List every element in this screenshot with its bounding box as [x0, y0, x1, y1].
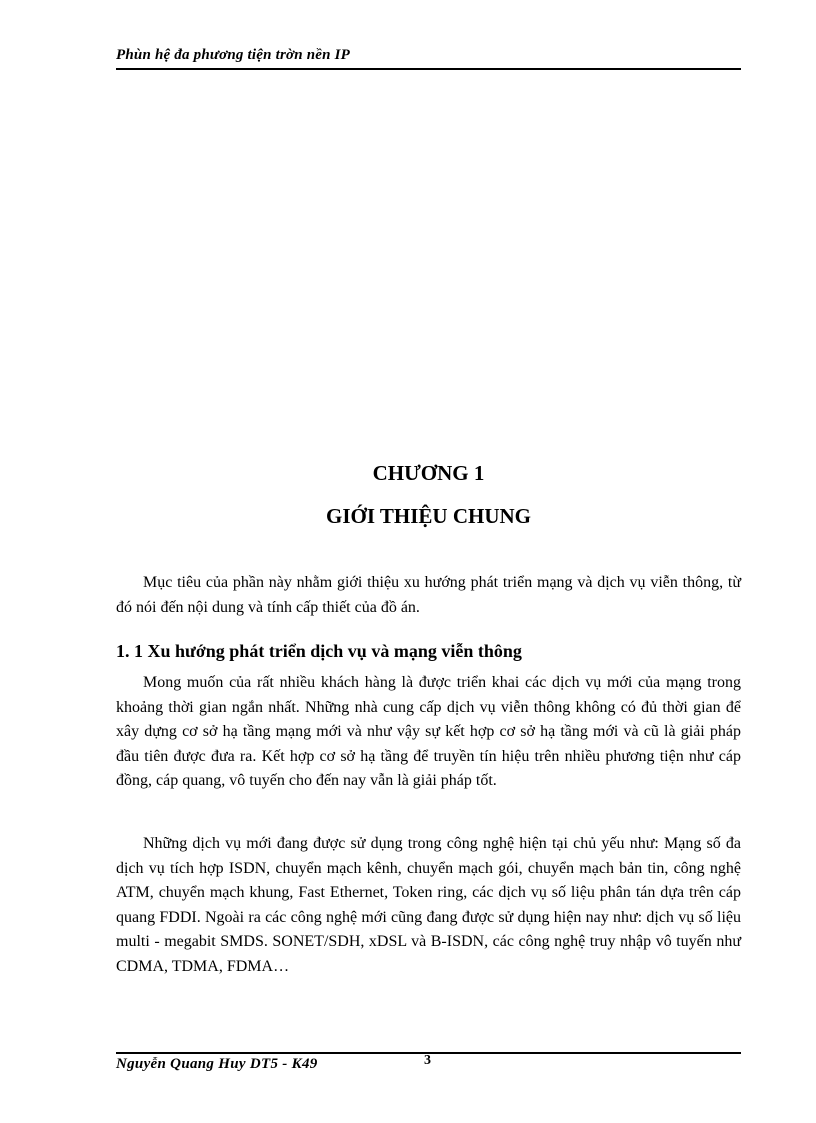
chapter-number: CHƯƠNG 1 [372, 461, 485, 485]
body-paragraph: Những dịch vụ mới đang được sử dụng trong công nghệ hiện tại chủ yếu như: Mạng số đa dịch vụ tích hợp ISDN, chuyển mạch kênh, chuyển mạch gói, chuyển mạch bản tin, công nghệ ATM, chuyển mạch khung, Fast Ethernet, Token ring, các dịch vụ số liệu phân tán dựa trên cáp quang FDDI. Ngoài ra các công nghệ mới cũng đang được sử dụng hiện nay như: dịch vụ số liệu multi - megabit SMDS. SONET/SDH, xDSL và B-ISDN, các công nghệ truy nhập vô tuyến như CDMA, TDMA, FDMA… [116, 835, 741, 975]
body-paragraph: Mong muốn của rất nhiều khách hàng là được triển khai các dịch vụ mới của mạng trong khoảng thời gian ngắn nhất. Những nhà cung cấp dịch vụ viễn thông không có đủ thời gian để xây dựng cơ sở hạ tầng mạng mới và như vậy sự kết hợp cơ sở hạ tầng mới và cũ là giải pháp đầu tiên được đưa ra. Kết hợp cơ sở hạ tầng để truyền tín hiệu trên nhiều phương tiện như cáp đồng, cáp quang, vô tuyến cho đến nay vẫn là giải pháp tốt. [116, 674, 741, 790]
chapter-title: GIỚI THIỆU CHUNG [326, 504, 531, 528]
page-number: 3 [424, 1053, 431, 1068]
header-divider [116, 68, 741, 70]
section-heading: 1. 1 Xu hướng phát triển dịch vụ và mạng viễn thông [116, 641, 522, 661]
intro-paragraph: Mục tiêu của phần này nhằm giới thiệu xu hướng phát triển mạng và dịch vụ viễn thông, từ đó nói đến nội dung và tính cấp thiết của đồ án. [116, 574, 741, 616]
header-title: Phùn hệ đa phương tiện trờn nền IP [116, 47, 351, 63]
footer-author: Nguyễn Quang Huy DT5 - K49 [116, 1056, 318, 1072]
